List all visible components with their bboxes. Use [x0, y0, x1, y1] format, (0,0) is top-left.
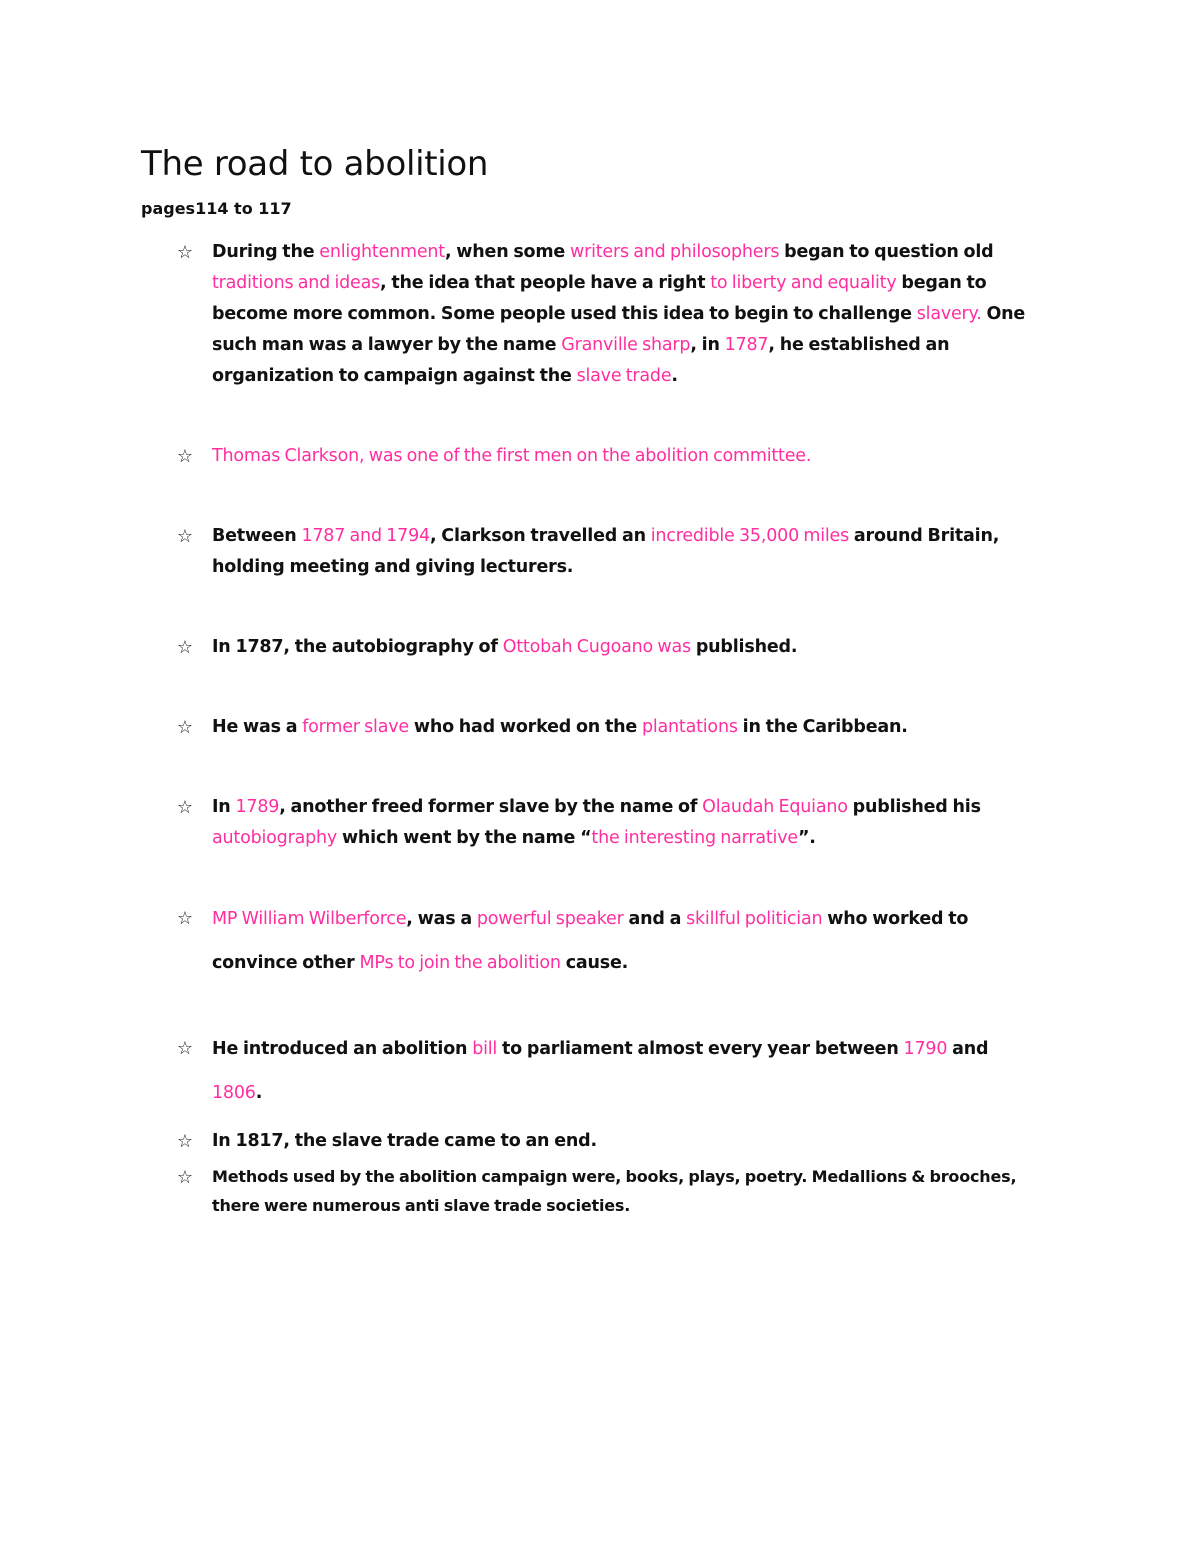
- text-line: [212, 299, 1062, 330]
- text-segment: began to: [896, 273, 987, 293]
- highlighted-phrase: MPs to join the abolition: [359, 953, 561, 973]
- bullet-text: [212, 1162, 1062, 1220]
- star-bullet-icon: ☆: [176, 908, 194, 929]
- highlighted-phrase: writers and philosophers: [569, 242, 780, 262]
- highlighted-phrase: to liberty and equality: [710, 273, 897, 293]
- text-line: [212, 330, 1062, 361]
- bullet-text: [212, 792, 1062, 854]
- text-line: [212, 441, 1062, 472]
- text-segment: .: [255, 1083, 263, 1103]
- highlighted-phrase: Ottobah Cugoano was: [502, 637, 691, 657]
- text-segment: , Clarkson travelled an: [429, 526, 651, 546]
- bullet-text: [212, 632, 1062, 663]
- text-line: [212, 823, 1062, 854]
- highlighted-phrase: former slave: [302, 717, 409, 737]
- text-line: [212, 1162, 1062, 1191]
- bullet-text: [212, 1126, 1062, 1157]
- text-segment: who had worked on the: [408, 717, 642, 737]
- highlighted-phrase: enlightenment: [319, 242, 445, 262]
- text-line: [212, 1126, 1062, 1157]
- text-segment: , when some: [444, 242, 570, 262]
- star-bullet-icon: ☆: [176, 797, 194, 818]
- text-line: [212, 897, 1062, 941]
- highlighted-phrase: Thomas Clarkson, was one of the first men on the abolition committee.: [212, 446, 812, 466]
- highlighted-phrase: traditions and ideas: [212, 273, 381, 293]
- text-line: [212, 268, 1062, 299]
- highlighted-phrase: slavery.: [916, 304, 982, 324]
- highlighted-phrase: slave trade: [576, 366, 672, 386]
- bullet-text: [212, 1027, 1062, 1115]
- highlighted-phrase: MP William Wilberforce: [212, 909, 407, 929]
- text-segment: He was a: [212, 717, 303, 737]
- page-range-subtitle: pages114 to 117: [141, 199, 292, 218]
- text-segment: Methods used by the abolition campaign were, books, plays, poetry. Medallions & brooches,: [212, 1167, 1017, 1186]
- text-segment: around Britain,: [849, 526, 1000, 546]
- text-segment: began to question old: [779, 242, 994, 262]
- text-segment: who worked to: [822, 909, 969, 929]
- star-bullet-icon: ☆: [176, 526, 194, 547]
- text-line: [212, 521, 1062, 552]
- text-line: [212, 237, 1062, 268]
- bullet-text: [212, 237, 1062, 392]
- text-segment: there were numerous anti slave trade societies.: [212, 1196, 631, 1215]
- text-segment: and: [947, 1039, 989, 1059]
- text-segment: In: [212, 797, 236, 817]
- highlighted-phrase: 1789: [235, 797, 280, 817]
- text-segment: and a: [623, 909, 687, 929]
- bullet-text: [212, 897, 1062, 985]
- text-segment: organization to campaign against the: [212, 366, 577, 386]
- text-segment: He introduced an abolition: [212, 1039, 473, 1059]
- highlighted-phrase: incredible 35,000 miles: [650, 526, 850, 546]
- text-segment: cause.: [560, 953, 629, 973]
- text-segment: holding meeting and giving lecturers.: [212, 557, 574, 577]
- highlighted-phrase: 1790: [903, 1039, 948, 1059]
- star-bullet-icon: ☆: [176, 1167, 194, 1188]
- bullet-text: [212, 441, 1062, 472]
- highlighted-phrase: powerful speaker: [476, 909, 624, 929]
- text-line: [212, 792, 1062, 823]
- text-segment: such man was a lawyer by the name: [212, 335, 562, 355]
- star-bullet-icon: ☆: [176, 717, 194, 738]
- text-segment: , was a: [406, 909, 477, 929]
- text-segment: ”.: [797, 828, 816, 848]
- highlighted-phrase: plantations: [641, 717, 738, 737]
- text-segment: , the idea that people have a right: [380, 273, 711, 293]
- text-segment: , in: [690, 335, 725, 355]
- text-segment: published his: [847, 797, 981, 817]
- star-bullet-icon: ☆: [176, 637, 194, 658]
- text-segment: in the Caribbean.: [737, 717, 908, 737]
- text-segment: to parliament almost every year between: [497, 1039, 904, 1059]
- text-segment: , he established an: [768, 335, 950, 355]
- bullet-text: [212, 712, 1062, 743]
- text-segment: Between: [212, 526, 302, 546]
- text-segment: During the: [212, 242, 320, 262]
- highlighted-phrase: Olaudah Equiano: [702, 797, 848, 817]
- highlighted-phrase: autobiography: [212, 828, 338, 848]
- text-line: [212, 361, 1062, 392]
- text-line: [212, 1071, 1062, 1115]
- highlighted-phrase: Granville sharp: [561, 335, 691, 355]
- text-segment: One: [981, 304, 1026, 324]
- text-segment: , another freed former slave by the name of: [279, 797, 703, 817]
- text-line: [212, 1027, 1062, 1071]
- text-segment: become more common. Some people used this idea to begin to challenge: [212, 304, 917, 324]
- text-line: [212, 1191, 1062, 1220]
- star-bullet-icon: ☆: [176, 242, 194, 263]
- text-segment: In 1787, the autobiography of: [212, 637, 503, 657]
- text-segment: convince other: [212, 953, 360, 973]
- star-bullet-icon: ☆: [176, 446, 194, 467]
- text-line: [212, 941, 1062, 985]
- highlighted-phrase: bill: [472, 1039, 498, 1059]
- text-segment: .: [671, 366, 678, 386]
- text-line: [212, 712, 1062, 743]
- text-segment: published.: [690, 637, 798, 657]
- text-line: [212, 552, 1062, 583]
- star-bullet-icon: ☆: [176, 1038, 194, 1059]
- text-line: [212, 632, 1062, 663]
- star-bullet-icon: ☆: [176, 1131, 194, 1152]
- highlighted-phrase: 1787 and 1794: [301, 526, 430, 546]
- highlighted-phrase: 1806: [212, 1083, 256, 1103]
- bullet-text: [212, 521, 1062, 583]
- text-segment: which went by the name “: [337, 828, 592, 848]
- highlighted-phrase: the interesting narrative: [591, 828, 798, 848]
- highlighted-phrase: skillful politician: [686, 909, 823, 929]
- page-title: The road to abolition: [141, 144, 489, 184]
- text-segment: In 1817, the slave trade came to an end.: [212, 1131, 597, 1151]
- highlighted-phrase: 1787: [724, 335, 769, 355]
